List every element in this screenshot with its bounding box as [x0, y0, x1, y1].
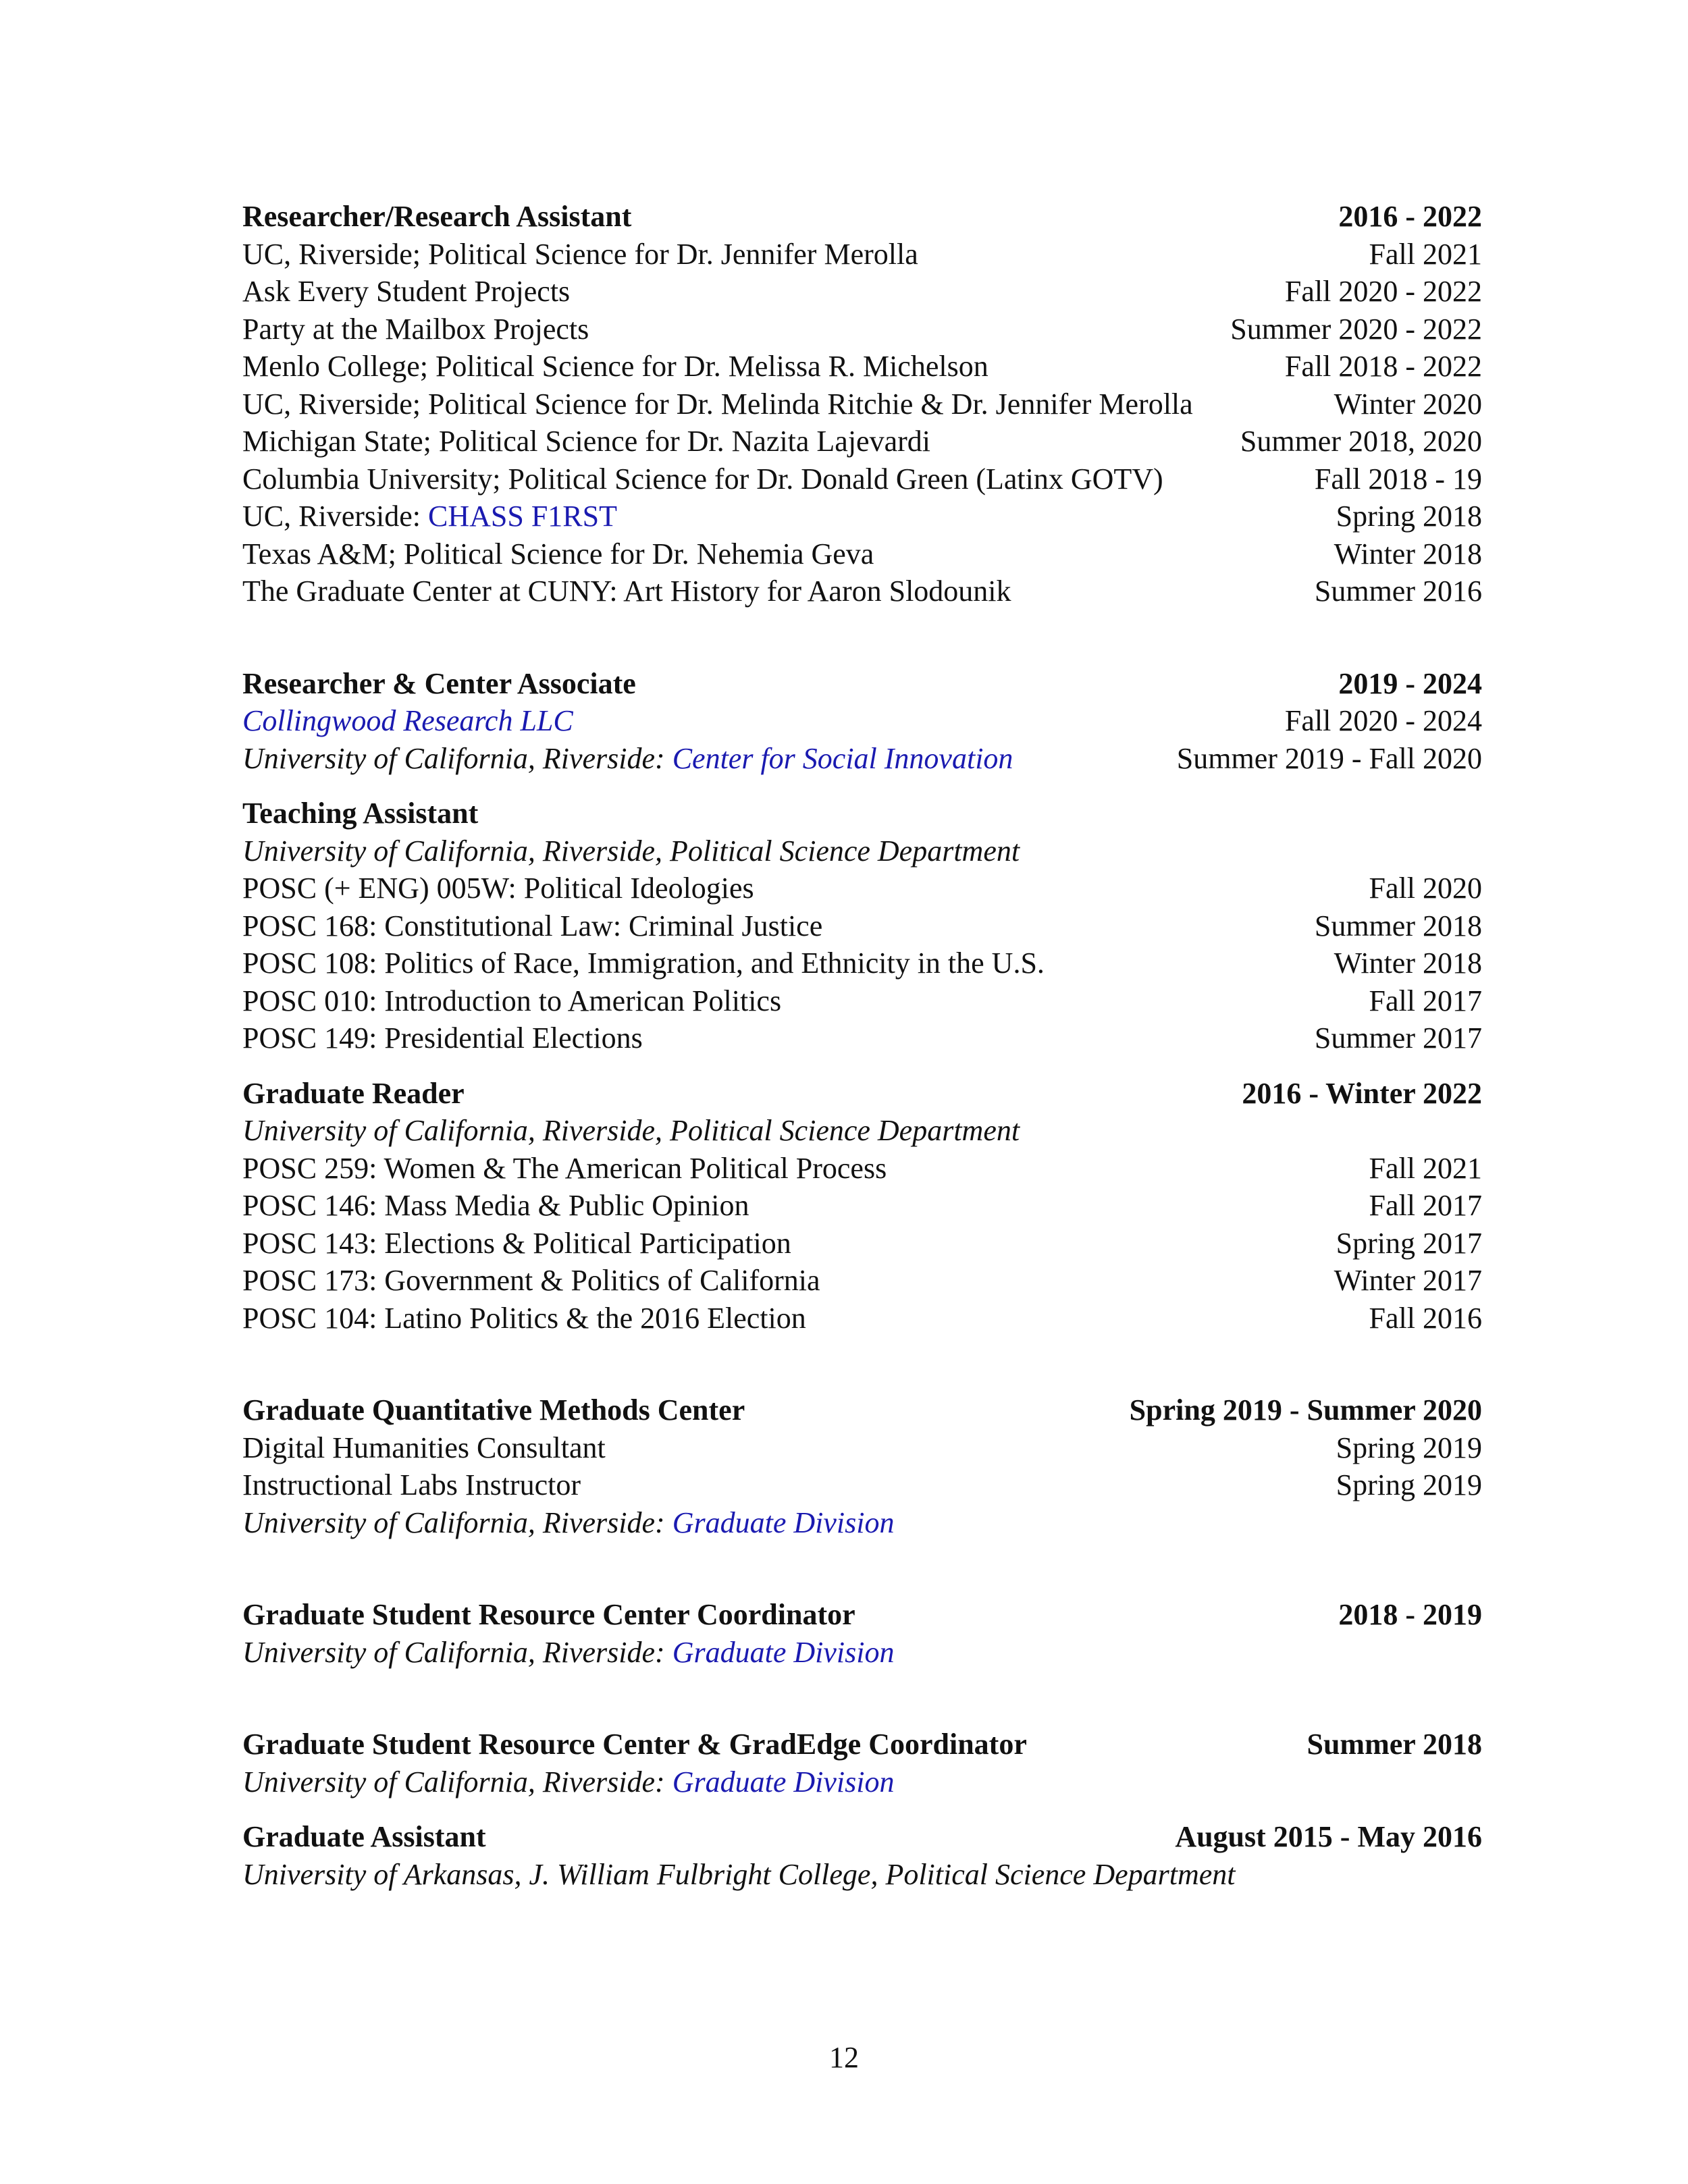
item-text: POSC (+ ENG) 005W: Political Ideologies — [242, 872, 754, 905]
cv-page — [242, 198, 1482, 1893]
item-date: Summer 2017 — [1314, 1021, 1482, 1055]
list-item — [242, 907, 1482, 945]
section-title: Graduate Reader — [242, 1076, 465, 1110]
list-item — [242, 460, 1482, 498]
item-text: Instructional Labs Instructor — [242, 1468, 581, 1501]
graduate-division-link[interactable]: Graduate Division — [672, 1765, 895, 1799]
institution-prefix: University of California, Riverside: — [242, 1635, 672, 1669]
section-header-ta — [242, 795, 1482, 832]
section-title: Graduate Student Resource Center Coordinator — [242, 1598, 855, 1631]
item-text: Michigan State; Political Science for Dr. Nazita Lajevardi — [242, 425, 930, 458]
item-date: Fall 2017 — [1369, 1189, 1482, 1222]
list-item — [242, 1262, 1482, 1300]
item-date: Fall 2018 - 19 — [1314, 462, 1482, 496]
item-text: POSC 149: Presidential Elections — [242, 1021, 643, 1055]
item-text: POSC 104: Latino Politics & the 2016 Election — [242, 1301, 806, 1335]
list-item — [242, 572, 1482, 610]
section-dates: 2016 - Winter 2022 — [1242, 1076, 1482, 1110]
page-number: 12 — [829, 2041, 859, 2074]
section-dates: 2016 - 2022 — [1338, 200, 1482, 233]
item-text: POSC 259: Women & The American Political Process — [242, 1151, 887, 1185]
item-text: Party at the Mailbox Projects — [242, 312, 589, 346]
list-item — [242, 311, 1482, 348]
item-date: Summer 2018, 2020 — [1240, 425, 1482, 458]
item-date: Winter 2017 — [1334, 1264, 1482, 1297]
list-item — [242, 1225, 1482, 1262]
item-text: POSC 010: Introduction to American Politics — [242, 984, 782, 1017]
item-text: Ask Every Student Projects — [242, 275, 571, 308]
section-title: Graduate Quantitative Methods Center — [242, 1393, 745, 1427]
center-social-innovation-link[interactable]: Center for Social Innovation — [672, 741, 1013, 775]
item-text-with-link — [242, 498, 617, 535]
list-item — [242, 1466, 1482, 1504]
item-text: POSC 146: Mass Media & Public Opinion — [242, 1189, 749, 1222]
institution-line — [242, 1504, 1482, 1542]
item-date: Spring 2019 — [1336, 1431, 1482, 1464]
institution-line — [242, 1634, 1482, 1672]
section-dates: Spring 2019 - Summer 2020 — [1129, 1393, 1482, 1427]
list-item — [242, 1187, 1482, 1225]
list-item — [242, 702, 1482, 740]
section-title: Researcher/Research Assistant — [242, 200, 632, 233]
item-date: Winter 2020 — [1334, 387, 1482, 421]
item-date: Spring 2019 — [1336, 1468, 1482, 1501]
list-item — [242, 348, 1482, 385]
list-item — [242, 1150, 1482, 1188]
item-date: Fall 2020 - 2022 — [1284, 275, 1482, 308]
graduate-division-link[interactable]: Graduate Division — [672, 1506, 895, 1539]
list-item — [242, 870, 1482, 907]
list-item — [242, 385, 1482, 423]
item-text-prefix: University of California, Riverside: — [242, 741, 672, 775]
list-item — [242, 1300, 1482, 1337]
item-date: Summer 2018 — [1314, 909, 1482, 942]
list-item — [242, 273, 1482, 311]
list-item — [242, 740, 1482, 778]
section-title: Graduate Student Resource Center & GradEdge Coordinator — [242, 1728, 1027, 1761]
section-header-reader — [242, 1075, 1482, 1113]
institution-prefix: University of California, Riverside: — [242, 1765, 672, 1799]
institution-text: University of California, Riverside, Political Science Department — [242, 834, 1020, 868]
section-header-grc — [242, 1596, 1482, 1634]
item-text: POSC 173: Government & Politics of California — [242, 1264, 820, 1297]
section-title: Graduate Assistant — [242, 1820, 486, 1853]
institution-line — [242, 1763, 1482, 1801]
list-item — [242, 498, 1482, 535]
item-text: UC, Riverside; Political Science for Dr. Melinda Ritchie & Dr. Jennifer Merolla — [242, 387, 1193, 421]
item-text-prefix: UC, Riverside: — [242, 500, 428, 533]
section-header-gradedge — [242, 1726, 1482, 1763]
item-text: POSC 108: Politics of Race, Immigration, and Ethnicity in the U.S. — [242, 947, 1045, 980]
list-item — [242, 236, 1482, 273]
list-item — [242, 535, 1482, 573]
item-text: POSC 168: Constitutional Law: Criminal Justice — [242, 909, 823, 942]
section-header-associate — [242, 665, 1482, 703]
item-date: Fall 2020 — [1369, 872, 1482, 905]
list-item — [242, 944, 1482, 982]
section-dates: August 2015 - May 2016 — [1175, 1820, 1482, 1853]
section-title: Teaching Assistant — [242, 797, 479, 830]
institution-text: University of Arkansas, J. William Fulbright College, Political Science Department — [242, 1857, 1236, 1891]
item-date: Winter 2018 — [1334, 537, 1482, 570]
section-title: Researcher & Center Associate — [242, 666, 636, 700]
section-header-research — [242, 198, 1482, 236]
institution-line — [242, 832, 1482, 870]
item-date: Fall 2020 - 2024 — [1284, 704, 1482, 737]
item-date: Fall 2021 — [1369, 237, 1482, 271]
section-header-quant — [242, 1391, 1482, 1429]
institution-with-link — [242, 1504, 894, 1542]
item-date: Spring 2017 — [1336, 1226, 1482, 1260]
item-text: Texas A&M; Political Science for Dr. Nehemia Geva — [242, 537, 874, 570]
graduate-division-link[interactable]: Graduate Division — [672, 1635, 895, 1669]
item-text: UC, Riverside; Political Science for Dr. Jennifer Merolla — [242, 237, 918, 271]
item-date: Spring 2018 — [1336, 500, 1482, 533]
item-text: Menlo College; Political Science for Dr. Melissa R. Michelson — [242, 350, 988, 383]
section-dates: 2018 - 2019 — [1338, 1598, 1482, 1631]
item-text-with-link — [242, 740, 1013, 778]
item-date: Summer 2020 - 2022 — [1230, 312, 1482, 346]
item-date: Winter 2018 — [1334, 947, 1482, 980]
item-date: Fall 2021 — [1369, 1151, 1482, 1185]
item-text: POSC 143: Elections & Political Participation — [242, 1226, 791, 1260]
list-item — [242, 982, 1482, 1020]
institution-line — [242, 1112, 1482, 1150]
item-date: Summer 2019 - Fall 2020 — [1176, 741, 1482, 775]
institution-line — [242, 1856, 1482, 1894]
item-date: Fall 2016 — [1369, 1301, 1482, 1335]
institution-with-link — [242, 1763, 894, 1801]
collingwood-link[interactable]: Collingwood Research LLC — [242, 704, 573, 737]
list-item — [242, 1019, 1482, 1057]
institution-text: University of California, Riverside, Political Science Department — [242, 1114, 1020, 1147]
item-text: Columbia University; Political Science for Dr. Donald Green (Latinx GOTV) — [242, 462, 1163, 496]
item-text: The Graduate Center at CUNY: Art History for Aaron Slodounik — [242, 575, 1011, 608]
item-text: Digital Humanities Consultant — [242, 1431, 606, 1464]
institution-prefix: University of California, Riverside: — [242, 1506, 672, 1539]
institution-with-link — [242, 1634, 894, 1672]
section-dates: 2019 - 2024 — [1338, 666, 1482, 700]
section-dates: Summer 2018 — [1307, 1728, 1482, 1761]
list-item — [242, 423, 1482, 460]
section-header-ga — [242, 1818, 1482, 1856]
list-item — [242, 1429, 1482, 1467]
chass-first-link[interactable]: CHASS F1RST — [427, 500, 617, 533]
item-date: Summer 2016 — [1314, 575, 1482, 608]
item-date: Fall 2017 — [1369, 984, 1482, 1017]
item-date: Fall 2018 - 2022 — [1284, 350, 1482, 383]
